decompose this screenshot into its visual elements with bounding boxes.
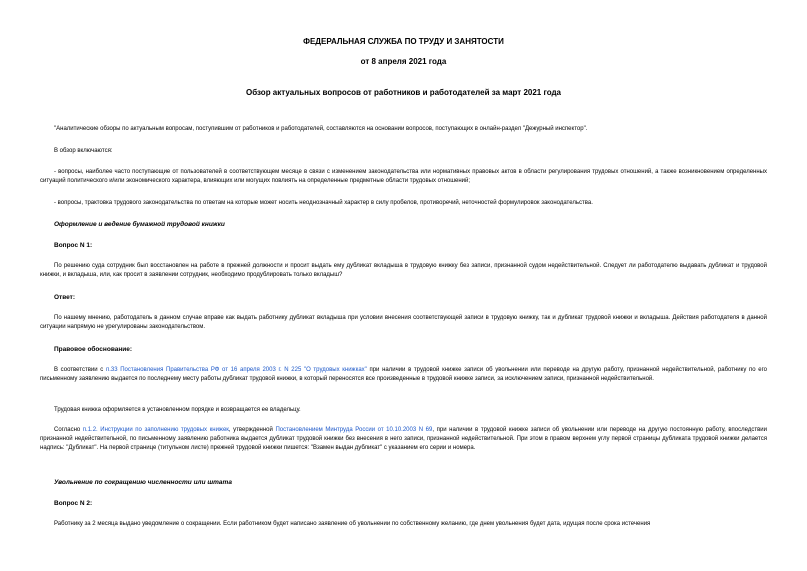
- answer-1-text: По нашему мнению, работодатель в данном случае вправе как выдать работнику дубликат вкладыша при условии внесения соответствующей записи в трудовую книжку, так и дубликат трудовой книжки и вкладыша. Действия работодателя в данной ситуации напрямую не урегулированы законодательством.: [40, 315, 767, 330]
- legal-basis-paragraph-1: [40, 366, 767, 384]
- legal-basis-paragraph-2: Трудовая книжка оформляется в установленном порядке и возвращается ее владельцу.: [54, 407, 301, 413]
- question-2-text: Работнику за 2 месяца выдано уведомление о сокращении. Если работником будет написано заявление об увольнении по собственному желанию, где днем увольнения будет дата, идущая после срока истечения: [54, 521, 651, 527]
- intro-paragraph: "Аналитические обзоры по актуальным вопросам, поступившим от работников и работодателей, составляются на основании вопросов, поступающих в онлайн-раздел "Дежурный инспектор".: [54, 126, 588, 132]
- link-instruction-clause-1-2[interactable]: п.1.2. Инструкции по заполнению трудовых книжек: [82, 427, 229, 433]
- answer-1-label: Ответ:: [54, 294, 76, 301]
- text-fragment: Согласно: [54, 427, 83, 433]
- question-1-text: По решению суда сотрудник был восстановлен на работе в прежней должности и просит выдать ему дубликат вкладыша в трудовую книжку без записи, признанной судом недействительной. Следует ли работодателю выдавать дубликат и трудовой книжки, и вкладыша, или, как просит в заявлении сотрудник, необходимо продублировать только вкладыш?: [40, 263, 767, 278]
- legal-basis-paragraph-3: [40, 426, 767, 453]
- question-1-label: Вопрос N 1:: [54, 242, 93, 249]
- link-mintrud-decree-69[interactable]: Постановлением Минтруда России от 10.10.2003 N 69: [275, 427, 433, 433]
- section-heading-work-book: Оформление и ведение бумажной трудовой книжки: [54, 221, 225, 228]
- intro-list-item-1: - вопросы, наиболее часто поступающие от пользователей в соответствующем месяце в связи с изменением законодательства или нормативных правовых актов в области регулирования трудовых отношений, а также возникновением определенных ситуаций политического и/или экономического характера, влияющих или могущих повлиять на определенные предметные области трудовых отношений;: [40, 169, 767, 184]
- intro-list-lead: В обзор включаются:: [54, 148, 113, 154]
- agency-heading: ФЕДЕРАЛЬНАЯ СЛУЖБА ПО ТРУДУ И ЗАНЯТОСТИ: [303, 37, 504, 46]
- text-fragment: при наличии в трудовой книжке записи об увольнении или переводе на другую работу, признанной недействительной, работнику по его письменному заявлению выдается по последнему месту работы дубликат трудовой книжки, в который переносятся все произведенные в трудовой книжке записи, за исключением записи, признанной недействительной.: [40, 367, 767, 382]
- section-heading-layoffs: Увольнение по сокращению численности или штата: [54, 479, 232, 486]
- text-fragment: , утвержденной: [228, 427, 276, 433]
- text-fragment: В соответствии с: [54, 367, 106, 373]
- link-clause-33[interactable]: п.33: [105, 367, 118, 373]
- question-2-label: Вопрос N 2:: [54, 500, 93, 507]
- text-fragment: , при наличии в трудовой книжке записи об увольнении или переводе на другую постоянную работу, впоследствии признанной недействительной, по письменному заявлению работника выдается дубликат трудовой книжки без внесения в него записи, признанной недействительной. При этом в правом верхнем углу первой страницы дубликата трудовой книжки делается надпись: "Дубликат". На первой странице (титульном листе) прежней трудовой книжки пишется: "Взамен выдан дубликат" с указанием его серии и номера.: [40, 427, 767, 451]
- document-title: Обзор актуальных вопросов от работников и работодателей за март 2021 года: [245, 88, 562, 97]
- link-government-decree-225[interactable]: Постановления Правительства РФ от 16 апреля 2003 г. N 225 "О трудовых книжках": [120, 367, 367, 373]
- intro-list-item-2: - вопросы, трактовка трудового законодательства по ответам на которые может носить неоднозначный характер в силу пробелов, противоречий, неточностей формулировок законодательства.: [54, 200, 593, 206]
- document-date: от 8 апреля 2021 года: [360, 57, 447, 66]
- legal-basis-label: Правовое обоснование:: [54, 346, 133, 353]
